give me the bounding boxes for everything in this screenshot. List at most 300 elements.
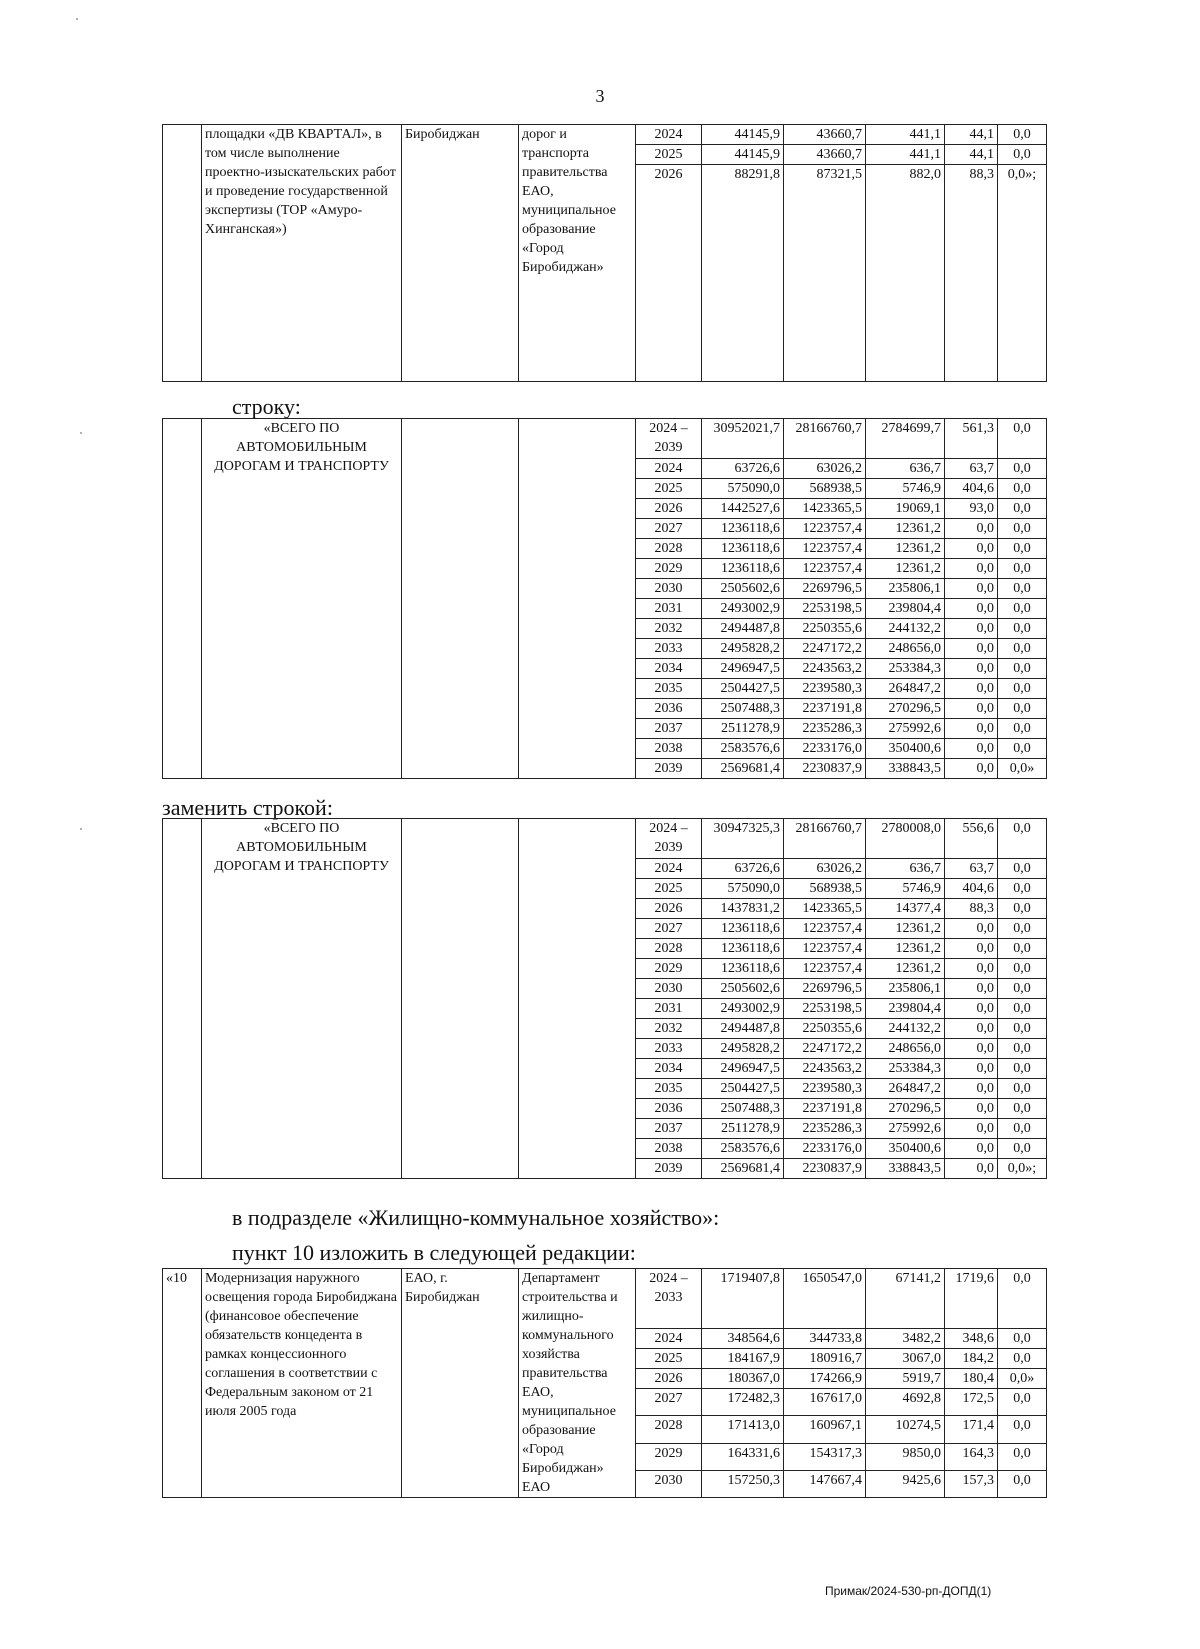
value-federal-cell: 167617,0 [784,1389,866,1416]
value-regional-cell: 14377,4 [866,899,945,919]
value-other-cell: 0,0 [998,859,1047,879]
value-other-cell: 0,0 [998,659,1047,679]
table-old [162,418,1047,779]
value-regional-cell: 235806,1 [866,579,945,599]
value-local-cell: 1719,6 [945,1269,998,1329]
value-federal-cell: 63026,2 [784,859,866,879]
year-cell: 2025 [636,1348,702,1368]
value-other-cell: 0,0 [998,999,1047,1019]
value-regional-cell: 12361,2 [866,919,945,939]
value-other-cell: 0,0 [998,1139,1047,1159]
num-cell [163,419,202,779]
executor-cell [519,819,636,1179]
value-local-cell: 63,7 [945,459,998,479]
value-local-cell: 0,0 [945,1119,998,1139]
value-local-cell: 88,3 [945,899,998,919]
value-total-cell: 2511278,9 [702,1119,784,1139]
value-regional-cell: 441,1 [866,125,945,145]
value-other-cell: 0,0 [998,125,1047,145]
value-federal-cell: 1223757,4 [784,959,866,979]
value-local-cell: 44,1 [945,145,998,165]
value-regional-cell: 5919,7 [866,1368,945,1388]
value-federal-cell: 2233176,0 [784,739,866,759]
year-cell: 2028 [636,1416,702,1443]
year-cell: 2024 – 2039 [636,819,702,859]
location-cell [402,419,519,779]
value-regional-cell: 5746,9 [866,479,945,499]
year-cell: 2031 [636,999,702,1019]
footer-doc-id: Примак/2024-530-рп-ДОПД(1) [825,1584,992,1598]
value-regional-cell: 338843,5 [866,1159,945,1179]
location-cell: ЕАО, г. Биробиджан [402,1269,519,1498]
value-local-cell: 0,0 [945,999,998,1019]
value-local-cell: 63,7 [945,859,998,879]
value-federal-cell: 160967,1 [784,1416,866,1443]
value-total-cell: 44145,9 [702,145,784,165]
value-other-cell: 0,0 [998,1470,1047,1497]
value-federal-cell: 147667,4 [784,1470,866,1497]
heading-zamenit: заменить строкой: [162,795,333,820]
value-regional-cell: 12361,2 [866,539,945,559]
value-other-cell: 0,0»; [998,1159,1047,1179]
value-federal-cell: 344733,8 [784,1328,866,1348]
value-local-cell: 0,0 [945,759,998,779]
value-total-cell: 2511278,9 [702,719,784,739]
value-local-cell: 0,0 [945,1059,998,1079]
value-other-cell: 0,0 [998,899,1047,919]
value-total-cell: 2507488,3 [702,1099,784,1119]
value-local-cell: 0,0 [945,919,998,939]
value-regional-cell: 338843,5 [866,759,945,779]
value-total-cell: 63726,6 [702,459,784,479]
value-regional-cell: 253384,3 [866,1059,945,1079]
value-other-cell: 0,0 [998,979,1047,999]
executor-cell [519,419,636,779]
year-cell: 2028 [636,539,702,559]
table-new [162,818,1047,1179]
year-cell: 2027 [636,519,702,539]
year-cell: 2028 [636,939,702,959]
value-other-cell: 0,0 [998,1416,1047,1443]
value-regional-cell: 2780008,0 [866,819,945,859]
year-cell: 2030 [636,1470,702,1497]
value-total-cell: 348564,6 [702,1328,784,1348]
value-federal-cell: 28166760,7 [784,419,866,459]
value-local-cell: 0,0 [945,559,998,579]
value-other-cell: 0,0 [998,679,1047,699]
value-federal-cell: 1223757,4 [784,919,866,939]
value-local-cell: 0,0 [945,679,998,699]
value-local-cell: 0,0 [945,1079,998,1099]
value-federal-cell: 2269796,5 [784,979,866,999]
value-federal-cell: 2233176,0 [784,1139,866,1159]
year-cell: 2025 [636,879,702,899]
value-local-cell: 172,5 [945,1389,998,1416]
value-total-cell: 2496947,5 [702,659,784,679]
object-name-cell: площадки «ДВ КВАРТАЛ», в том числе выполнение проектно-изыскательских работ и проведение государственной экспертизы (ТОР «Амуро-Хинганская») [202,125,402,382]
value-regional-cell: 9425,6 [866,1470,945,1497]
value-total-cell: 157250,3 [702,1470,784,1497]
value-regional-cell: 12361,2 [866,939,945,959]
value-total-cell: 1236118,6 [702,919,784,939]
value-federal-cell: 43660,7 [784,125,866,145]
num-cell [163,125,202,382]
value-federal-cell: 2247172,2 [784,1039,866,1059]
value-regional-cell: 4692,8 [866,1389,945,1416]
value-federal-cell: 1423365,5 [784,499,866,519]
page-number: 3 [595,86,605,106]
value-total-cell: 2494487,8 [702,619,784,639]
value-regional-cell: 264847,2 [866,679,945,699]
value-other-cell: 0,0 [998,879,1047,899]
year-cell: 2032 [636,619,702,639]
table-row [163,125,1047,145]
value-other-cell: 0,0 [998,959,1047,979]
table-row [163,819,1047,859]
value-local-cell: 0,0 [945,1019,998,1039]
year-cell: 2030 [636,579,702,599]
year-cell: 2038 [636,1139,702,1159]
value-federal-cell: 568938,5 [784,479,866,499]
value-local-cell: 93,0 [945,499,998,519]
value-other-cell: 0,0 [998,1099,1047,1119]
value-federal-cell: 2235286,3 [784,719,866,739]
value-regional-cell: 270296,5 [866,699,945,719]
value-other-cell: 0,0 [998,719,1047,739]
value-federal-cell: 2250355,6 [784,1019,866,1039]
value-regional-cell: 264847,2 [866,1079,945,1099]
value-total-cell: 184167,9 [702,1348,784,1368]
heading-stroku: строку: [232,394,301,419]
value-total-cell: 2583576,6 [702,1139,784,1159]
year-cell: 2026 [636,1368,702,1388]
value-federal-cell: 1223757,4 [784,559,866,579]
value-regional-cell: 19069,1 [866,499,945,519]
total-label-cell: «ВСЕГО ПО АВТОМОБИЛЬНЫМ ДОРОГАМ И ТРАНСПОРТУ [202,819,402,1179]
object-name-cell: Модернизация наружного освещения города Биробиджана (финансовое обеспечение обязательств концедента в рамках концессионного соглашения в соответствии с Федеральным законом от 21 июля 2005 года [202,1269,402,1498]
year-cell: 2035 [636,679,702,699]
value-other-cell: 0,0 [998,739,1047,759]
value-regional-cell: 3482,2 [866,1328,945,1348]
value-total-cell: 88291,8 [702,165,784,382]
value-other-cell: 0,0» [998,759,1047,779]
value-other-cell: 0,0 [998,559,1047,579]
value-total-cell: 2507488,3 [702,699,784,719]
value-local-cell: 0,0 [945,1159,998,1179]
value-total-cell: 180367,0 [702,1368,784,1388]
value-local-cell: 0,0 [945,639,998,659]
value-total-cell: 30947325,3 [702,819,784,859]
value-total-cell: 171413,0 [702,1416,784,1443]
value-total-cell: 172482,3 [702,1389,784,1416]
value-other-cell: 0,0 [998,1019,1047,1039]
value-federal-cell: 174266,9 [784,1368,866,1388]
value-federal-cell: 2237191,8 [784,1099,866,1119]
value-total-cell: 2493002,9 [702,599,784,619]
year-cell: 2024 [636,125,702,145]
value-federal-cell: 2269796,5 [784,579,866,599]
value-total-cell: 2495828,2 [702,1039,784,1059]
value-regional-cell: 239804,4 [866,599,945,619]
year-cell: 2024 [636,1328,702,1348]
value-other-cell: 0,0 [998,1269,1047,1329]
value-local-cell: 88,3 [945,165,998,382]
value-regional-cell: 248656,0 [866,639,945,659]
value-other-cell: 0,0 [998,419,1047,459]
value-regional-cell: 12361,2 [866,959,945,979]
scan-speck [80,828,82,830]
value-total-cell: 575090,0 [702,879,784,899]
year-cell: 2034 [636,1059,702,1079]
executor-cell: дорог и транспорта правительства ЕАО, муниципальное образование «Город Биробиджан» [519,125,636,382]
value-federal-cell: 154317,3 [784,1443,866,1470]
year-cell: 2027 [636,1389,702,1416]
value-regional-cell: 67141,2 [866,1269,945,1329]
value-regional-cell: 253384,3 [866,659,945,679]
value-federal-cell: 2239580,3 [784,1079,866,1099]
year-cell: 2035 [636,1079,702,1099]
value-total-cell: 2504427,5 [702,1079,784,1099]
year-cell: 2034 [636,659,702,679]
value-regional-cell: 10274,5 [866,1416,945,1443]
value-regional-cell: 350400,6 [866,1139,945,1159]
value-local-cell: 184,2 [945,1348,998,1368]
value-total-cell: 575090,0 [702,479,784,499]
value-other-cell: 0,0 [998,1389,1047,1416]
value-local-cell: 157,3 [945,1470,998,1497]
value-total-cell: 2505602,6 [702,979,784,999]
value-other-cell: 0,0» [998,1368,1047,1388]
value-local-cell: 404,6 [945,479,998,499]
executor-cell: Департамент строительства и жилищно-коммунального хозяйства правительства ЕАО, муниципальное образование «Город Биробиджан» ЕАО [519,1269,636,1498]
value-regional-cell: 239804,4 [866,999,945,1019]
value-other-cell: 0,0 [998,499,1047,519]
value-local-cell: 0,0 [945,1099,998,1119]
value-other-cell: 0,0 [998,1119,1047,1139]
year-cell: 2026 [636,899,702,919]
value-local-cell: 0,0 [945,979,998,999]
value-regional-cell: 350400,6 [866,739,945,759]
year-cell: 2036 [636,1099,702,1119]
value-total-cell: 1236118,6 [702,539,784,559]
year-cell: 2026 [636,165,702,382]
table-row [163,419,1047,459]
table-item10 [162,1268,1047,1498]
value-total-cell: 164331,6 [702,1443,784,1470]
value-other-cell: 0,0 [998,819,1047,859]
value-local-cell: 0,0 [945,699,998,719]
value-total-cell: 2504427,5 [702,679,784,699]
value-other-cell: 0,0 [998,1443,1047,1470]
value-regional-cell: 235806,1 [866,979,945,999]
value-total-cell: 1236118,6 [702,519,784,539]
value-local-cell: 556,6 [945,819,998,859]
value-other-cell: 0,0 [998,519,1047,539]
value-federal-cell: 1223757,4 [784,519,866,539]
value-local-cell: 0,0 [945,619,998,639]
value-regional-cell: 248656,0 [866,1039,945,1059]
value-local-cell: 0,0 [945,599,998,619]
value-federal-cell: 1223757,4 [784,539,866,559]
value-regional-cell: 12361,2 [866,559,945,579]
value-regional-cell: 3067,0 [866,1348,945,1368]
heading-podrazdel: в подразделе «Жилищно-коммунальное хозяйство»: [232,1205,720,1230]
value-regional-cell: 2784699,7 [866,419,945,459]
value-total-cell: 2494487,8 [702,1019,784,1039]
year-cell: 2039 [636,1159,702,1179]
value-regional-cell: 244132,2 [866,1019,945,1039]
value-federal-cell: 2239580,3 [784,679,866,699]
value-regional-cell: 244132,2 [866,619,945,639]
value-regional-cell: 9850,0 [866,1443,945,1470]
value-federal-cell: 2243563,2 [784,659,866,679]
year-cell: 2029 [636,1443,702,1470]
value-total-cell: 44145,9 [702,125,784,145]
value-other-cell: 0,0 [998,1039,1047,1059]
value-local-cell: 0,0 [945,939,998,959]
value-total-cell: 2496947,5 [702,1059,784,1079]
value-total-cell: 1236118,6 [702,959,784,979]
year-cell: 2039 [636,759,702,779]
value-federal-cell: 2243563,2 [784,1059,866,1079]
value-local-cell: 164,3 [945,1443,998,1470]
year-cell: 2030 [636,979,702,999]
item-number-cell: «10 [163,1269,202,1498]
year-cell: 2025 [636,145,702,165]
value-federal-cell: 2253198,5 [784,999,866,1019]
total-label-cell: «ВСЕГО ПО АВТОМОБИЛЬНЫМ ДОРОГАМ И ТРАНСПОРТУ [202,419,402,779]
value-local-cell: 0,0 [945,659,998,679]
year-cell: 2037 [636,1119,702,1139]
value-federal-cell: 2237191,8 [784,699,866,719]
value-local-cell: 44,1 [945,125,998,145]
value-regional-cell: 12361,2 [866,519,945,539]
value-federal-cell: 87321,5 [784,165,866,382]
top-table [162,124,1047,382]
num-cell [163,819,202,1179]
value-total-cell: 2569681,4 [702,759,784,779]
value-total-cell: 63726,6 [702,859,784,879]
value-regional-cell: 882,0 [866,165,945,382]
value-local-cell: 0,0 [945,1139,998,1159]
value-total-cell: 2495828,2 [702,639,784,659]
value-local-cell: 0,0 [945,579,998,599]
year-cell: 2038 [636,739,702,759]
location-cell [402,819,519,1179]
value-local-cell: 348,6 [945,1328,998,1348]
table-row [163,1269,1047,1329]
value-local-cell: 0,0 [945,719,998,739]
value-federal-cell: 1650547,0 [784,1269,866,1329]
scan-speck [80,432,82,434]
value-regional-cell: 275992,6 [866,719,945,739]
value-local-cell: 0,0 [945,959,998,979]
value-total-cell: 2493002,9 [702,999,784,1019]
value-local-cell: 171,4 [945,1416,998,1443]
value-other-cell: 0,0 [998,539,1047,559]
value-total-cell: 2583576,6 [702,739,784,759]
value-local-cell: 404,6 [945,879,998,899]
value-regional-cell: 636,7 [866,459,945,479]
year-cell: 2026 [636,499,702,519]
value-other-cell: 0,0 [998,459,1047,479]
value-regional-cell: 5746,9 [866,879,945,899]
value-other-cell: 0,0 [998,1059,1047,1079]
value-regional-cell: 636,7 [866,859,945,879]
value-local-cell: 0,0 [945,739,998,759]
year-cell: 2036 [636,699,702,719]
value-other-cell: 0,0 [998,619,1047,639]
value-other-cell: 0,0 [998,699,1047,719]
value-other-cell: 0,0 [998,1348,1047,1368]
location-cell: Биробиджан [402,125,519,382]
year-cell: 2024 [636,859,702,879]
year-cell: 2031 [636,599,702,619]
value-local-cell: 0,0 [945,519,998,539]
value-federal-cell: 2247172,2 [784,639,866,659]
year-cell: 2024 – 2033 [636,1269,702,1329]
value-other-cell: 0,0 [998,579,1047,599]
value-total-cell: 2569681,4 [702,1159,784,1179]
value-federal-cell: 1223757,4 [784,939,866,959]
year-cell: 2024 – 2039 [636,419,702,459]
value-other-cell: 0,0 [998,1328,1047,1348]
year-cell: 2029 [636,559,702,579]
value-other-cell: 0,0 [998,1079,1047,1099]
value-local-cell: 561,3 [945,419,998,459]
year-cell: 2033 [636,1039,702,1059]
year-cell: 2032 [636,1019,702,1039]
scan-speck [76,18,78,20]
year-cell: 2025 [636,479,702,499]
value-total-cell: 2505602,6 [702,579,784,599]
value-regional-cell: 270296,5 [866,1099,945,1119]
year-cell: 2027 [636,919,702,939]
year-cell: 2037 [636,719,702,739]
value-total-cell: 30952021,7 [702,419,784,459]
value-local-cell: 0,0 [945,1039,998,1059]
value-total-cell: 1236118,6 [702,559,784,579]
value-federal-cell: 2230837,9 [784,1159,866,1179]
value-federal-cell: 2230837,9 [784,759,866,779]
heading-punkt: пункт 10 изложить в следующей редакции: [232,1240,636,1265]
year-cell: 2033 [636,639,702,659]
value-federal-cell: 180916,7 [784,1348,866,1368]
value-other-cell: 0,0 [998,939,1047,959]
value-total-cell: 1236118,6 [702,939,784,959]
value-local-cell: 180,4 [945,1368,998,1388]
value-other-cell: 0,0 [998,639,1047,659]
value-other-cell: 0,0 [998,479,1047,499]
value-federal-cell: 2253198,5 [784,599,866,619]
value-other-cell: 0,0 [998,919,1047,939]
value-other-cell: 0,0 [998,145,1047,165]
value-local-cell: 0,0 [945,539,998,559]
year-cell: 2024 [636,459,702,479]
value-federal-cell: 1423365,5 [784,899,866,919]
year-cell: 2029 [636,959,702,979]
value-regional-cell: 275992,6 [866,1119,945,1139]
value-other-cell: 0,0 [998,599,1047,619]
value-regional-cell: 441,1 [866,145,945,165]
value-federal-cell: 2235286,3 [784,1119,866,1139]
value-total-cell: 1719407,8 [702,1269,784,1329]
value-total-cell: 1437831,2 [702,899,784,919]
value-federal-cell: 28166760,7 [784,819,866,859]
value-federal-cell: 43660,7 [784,145,866,165]
value-federal-cell: 568938,5 [784,879,866,899]
value-other-cell: 0,0»; [998,165,1047,382]
